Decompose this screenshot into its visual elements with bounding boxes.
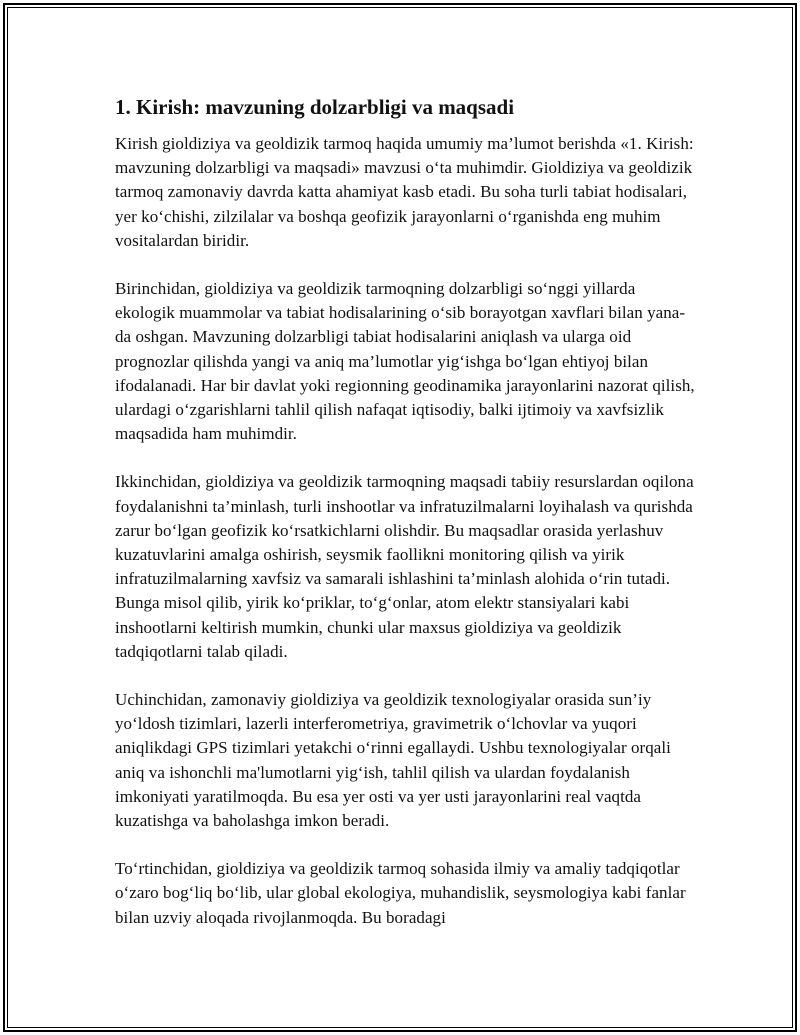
paragraph-third-point: Uchinchidan, zamonaviy gioldiziya va geoldizik texnologiyalar orasida sun’iy yo‘ldosh tizimlari, lazerli interferometriya, gravimetrik o‘lchovlar va yuqori aniqlikdagi GPS tizimlari yetakchi o‘rinni egallaydi. Ushbu texnologiyalar orqali aniq va ishonchli ma'lumotlarni yig‘ish, tahlil qilish va ulardan foydalanish imkoniyati yaratilmoqda. Bu esa yer osti va yer usti jarayonlarini real vaqtda kuzatishga va baholashga imkon beradi. (115, 690, 671, 831)
paragraph-second-point: Ikkinchidan, gioldiziya va geoldizik tarmoqning maqsadi tabiiy resurslardan oqilona foydalanishni ta’minlash, turli inshootlar va infratuzilmalarni loyihalash va qurishda zarur bo‘lgan geofizik ko‘rsatkichlarni olishdir. Bu maqsadlar orasida yerlashuv kuzatuvlarini amalga oshirish, seysmik faollikni monitoring qilish va yirik infratuzilmalarning xavfsiz va samarali ishlashini ta’minlash alohida o‘rin tutadi. Bunga misol qilib, yirik ko‘priklar, to‘g‘onlar, atom elektr stansiyalari kabi inshootlarni keltirish mumkin, chunki ular maxsus gioldiziya va geoldizik tadqiqotlarni talab qiladi. (115, 472, 694, 661)
paragraph-introduction: Kirish gioldiziya va geoldizik tarmoq haqida umumiy ma’lumot berishda «1. Kirish: mavzuning dolzarbligi va maqsadi» mavzusi o‘ta muhimdir. Gioldiziya va geoldizik tarmoq zamonaviy davrda katta ahamiyat kasb etadi. Bu soha turli tabiat hodisalari, yer ko‘chishi, zilzilalar va boshqa geofizik jarayonlarni o‘rganishda eng muhim vositalardan biridir. (115, 134, 694, 250)
paragraph-first-point: Birinchidan, gioldiziya va geoldizik tarmoqning dolzarbligi so‘nggi yillarda ekologik muammolar va tabiat hodisalarining o‘sib borayotgan xavflari bilan yana-da oshgan. Mavzuning dolzarbligi tabiat hodisalarini aniqlash va ularga oid prognozlar qilishda yangi va aniq ma’lumotlar yig‘ishga bo‘lgan ehtiyoj bilan ifodalanadi. Har bir davlat yoki regionning geodinamika jarayonlarini nazorat qilish, ulardagi o‘zgarishlarni tahlil qilish nafaqat iqtisodiy, balki ijtimoiy va xavfsizlik maqsadida ham muhimdir. (115, 279, 695, 444)
section-heading: 1. Kirish: mavzuning dolzarbligi va maqsadi (115, 95, 515, 119)
document-body (115, 92, 695, 954)
paragraph-fourth-point: To‘rtinchidan, gioldiziya va geoldizik tarmoq sohasida ilmiy va amaliy tadqiqotlar o‘zaro bog‘liq bo‘lib, ular global ekologiya, muhandislik, seysmologiya kabi fanlar bilan uzviy aloqada rivojlanmoqda. Bu boradagi (115, 859, 686, 927)
